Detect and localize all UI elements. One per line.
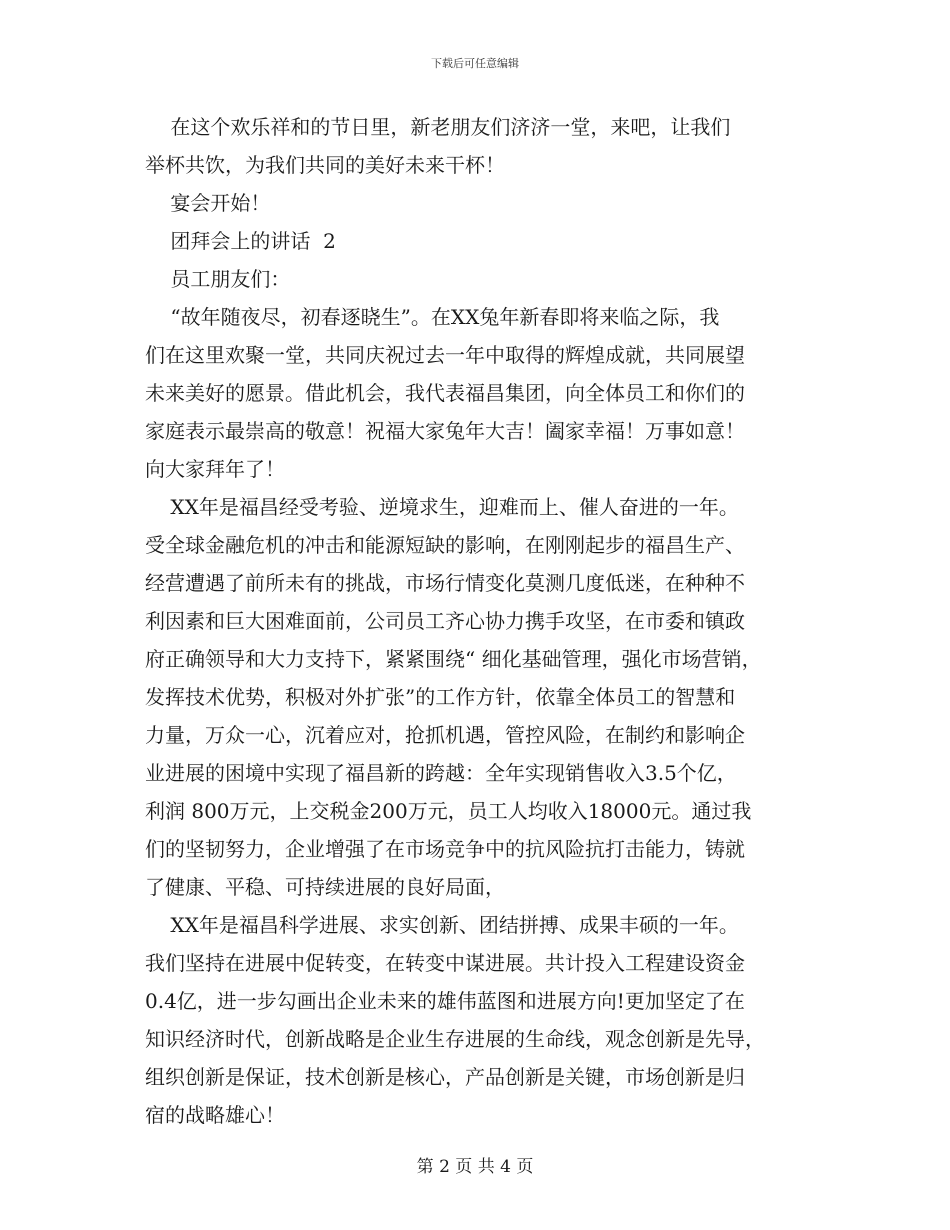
section-title: 团拜会上的讲话 2 (145, 229, 336, 253)
text-line: 利润 800万元，上交税金200万元，员工人均收入18000元。通过我 (145, 799, 752, 823)
page-header: 下载后可任意编辑 (431, 57, 519, 70)
document-body (145, 108, 813, 1134)
text-line: 家庭表示最崇高的敬意！祝福大家兔年大吉！阖家幸福！万事如意！ (145, 419, 745, 443)
text-line: 业进展的困境中实现了福昌新的跨越：全年实现销售收入3.5个亿， (145, 761, 737, 785)
text-line: 宴会开始！ (145, 191, 271, 215)
text-line: 知识经济时代，创新战略是企业生存进展的生命线，观念创新是先导， (145, 1027, 765, 1051)
page-number: 第 2 页 共 4 页 (416, 1157, 534, 1177)
text-line: 发挥技术优势，积极对外扩张”的工作方针，依靠全体员工的智慧和 (145, 685, 736, 709)
text-line: 向大家拜年了！ (145, 457, 285, 481)
text-line: 组织创新是保证，技术创新是核心，产品创新是关键，市场创新是归 (145, 1065, 745, 1089)
text-line: 宿的战略雄心！ (145, 1103, 285, 1127)
text-line: XX年是福昌科学进展、求实创新、团结拼搏、成果丰硕的一年。 (145, 913, 739, 937)
text-line: 受全球金融危机的冲击和能源短缺的影响，在刚刚起步的福昌生产、 (145, 533, 745, 557)
text-line: 经营遭遇了前所未有的挑战，市场行情变化莫测几度低迷，在种种不 (145, 571, 745, 595)
salutation: 员工朋友们： (145, 267, 291, 291)
text-line: 利因素和巨大困难面前，公司员工齐心协力携手攻坚，在市委和镇政 (145, 609, 745, 633)
text-line: 举杯共饮，为我们共同的美好未来干杯！ (145, 153, 505, 177)
text-line: 我们坚持在进展中促转变，在转变中谋进展。共计投入工程建设资金 (145, 951, 745, 975)
text-line: XX年是福昌经受考验、逆境求生，迎难而上、催人奋进的一年。 (145, 495, 739, 519)
text-line: 力量，万众一心，沉着应对，抢抓机遇，管控风险，在制约和影响企 (145, 723, 745, 747)
text-line: 府正确领导和大力支持下，紧紧围绕“ 细化基础管理，强化市场营销， (145, 647, 762, 671)
text-line: 0.4亿，进一步勾画出企业未来的雄伟蓝图和进展方向!更加坚定了在 (145, 989, 745, 1013)
text-line: 们在这里欢聚一堂，共同庆祝过去一年中取得的辉煌成就，共同展望 (145, 343, 745, 367)
text-line: 了健康、平稳、可持续进展的良好局面， (145, 875, 505, 899)
text-line: 未来美好的愿景。借此机会，我代表福昌集团，向全体员工和你们的 (145, 381, 745, 405)
text-line: 们的坚韧努力，企业增强了在市场竞争中的抗风险抗打击能力，铸就 (145, 837, 745, 861)
text-line: 在这个欢乐祥和的节日里，新老朋友们济济一堂，来吧，让我们 (145, 115, 731, 139)
text-line: “故年随夜尽，初春逐晓生”。在XX兔年新春即将来临之际，我 (145, 305, 720, 329)
